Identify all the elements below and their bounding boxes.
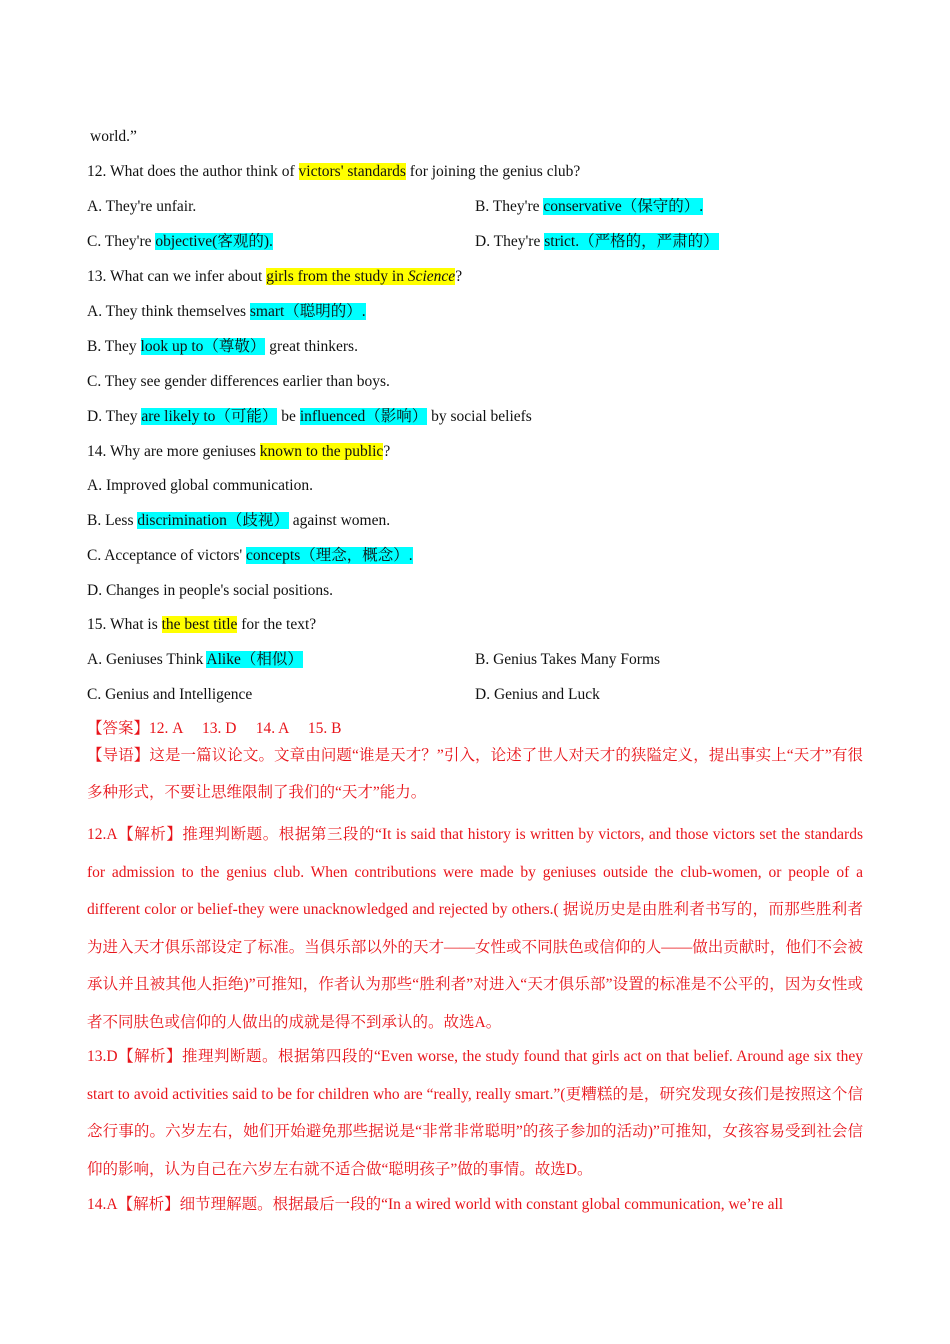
q14-option-b: B. Less discrimination（歧视） against women. xyxy=(87,512,391,529)
q15-option-c: C. Genius and Intelligence xyxy=(87,686,253,703)
q12-option-c: C. They're objective(客观的). xyxy=(87,233,273,250)
q12-option-d: D. They're strict.（严格的，严肃的） xyxy=(475,233,719,250)
explanation-14: 14.A【解析】细节理解题。根据最后一段的“In a wired world with constant global communication, we’re all xyxy=(87,1196,784,1213)
text-fragment: world.” xyxy=(90,128,137,145)
guide-paragraph: 【导语】这是一篇议论文。文章由问题“谁是天才？”引入，论述了世人对天才的狭隘定义，提出事实上“天才”有很多种形式，不要让思维限制了我们的“天才”能力。 xyxy=(87,747,863,801)
question-12-stem: 12. What does the author think of victors' standards for joining the genius club? xyxy=(87,163,581,180)
question-14-stem: 14. Why are more geniuses known to the public? xyxy=(87,443,391,460)
q13-option-c: C. They see gender differences earlier than boys. xyxy=(87,373,390,390)
question-15-stem: 15. What is the best title for the text? xyxy=(87,616,317,633)
q15-option-d: D. Genius and Luck xyxy=(475,686,600,703)
question-13-stem: 13. What can we infer about girls from the study in Science? xyxy=(87,268,463,285)
q13-option-d: D. They are likely to（可能） be influenced（影响） by social beliefs xyxy=(87,408,532,425)
q15-option-b: B. Genius Takes Many Forms xyxy=(475,651,661,668)
q14-option-d: D. Changes in people's social positions. xyxy=(87,582,334,599)
q13-option-a: A. They think themselves smart（聪明的）. xyxy=(87,303,366,320)
q12-option-b: B. They're conservative（保守的）. xyxy=(475,198,704,215)
q15-option-a: A. Geniuses Think Alike（相似） xyxy=(87,651,303,668)
q14-option-a: A. Improved global communication. xyxy=(87,477,313,494)
explanation-13: 13.D【解析】推理判断题。根据第四段的“Even worse, the study found that girls act on that belief. Around age six they start to avoid activities said to be for children who are “really, really smart.”(更糟糕的是，研究发现女孩们是按照这个信念行事的。六岁左右，她们开始避免那些据说是“非常非常聪明”的孩子参加的活动)”可推知，女孩容易受到社会信仰的影响，认为自己在六岁左右就不适合做“聪明孩子”做的事情。故选D。 xyxy=(87,1048,863,1178)
explanation-12: 12.A【解析】推理判断题。根据第三段的“It is said that history is written by victors, and those victors set the standards for admission to the genius club. When contributions were made by geniuses outside the club-women, or people of a different color or belief-they were unacknowledged and rejected by others.( 据说历史是由胜利者书写的，而那些胜利者为进入天才俱乐部设定了标准。当俱乐部以外的天才——女性或不同肤色或信仰的人——做出贡献时，他们不会被承认并且被其他人拒绝)”可推知，作者认为那些“胜利者”对进入“天才俱乐部”设置的标准是不公平的，因为女性或者不同肤色或信仰的人做出的成就是得不到承认的。故选A。 xyxy=(87,826,863,1031)
q14-option-c: C. Acceptance of victors' concepts（理念，概念）. xyxy=(87,547,413,564)
q12-option-a: A. They're unfair. xyxy=(87,198,197,215)
answer-key: 【答案】12. A 13. D 14. A 15. B xyxy=(87,720,342,737)
q13-option-b: B. They look up to（尊敬） great thinkers. xyxy=(87,338,358,355)
